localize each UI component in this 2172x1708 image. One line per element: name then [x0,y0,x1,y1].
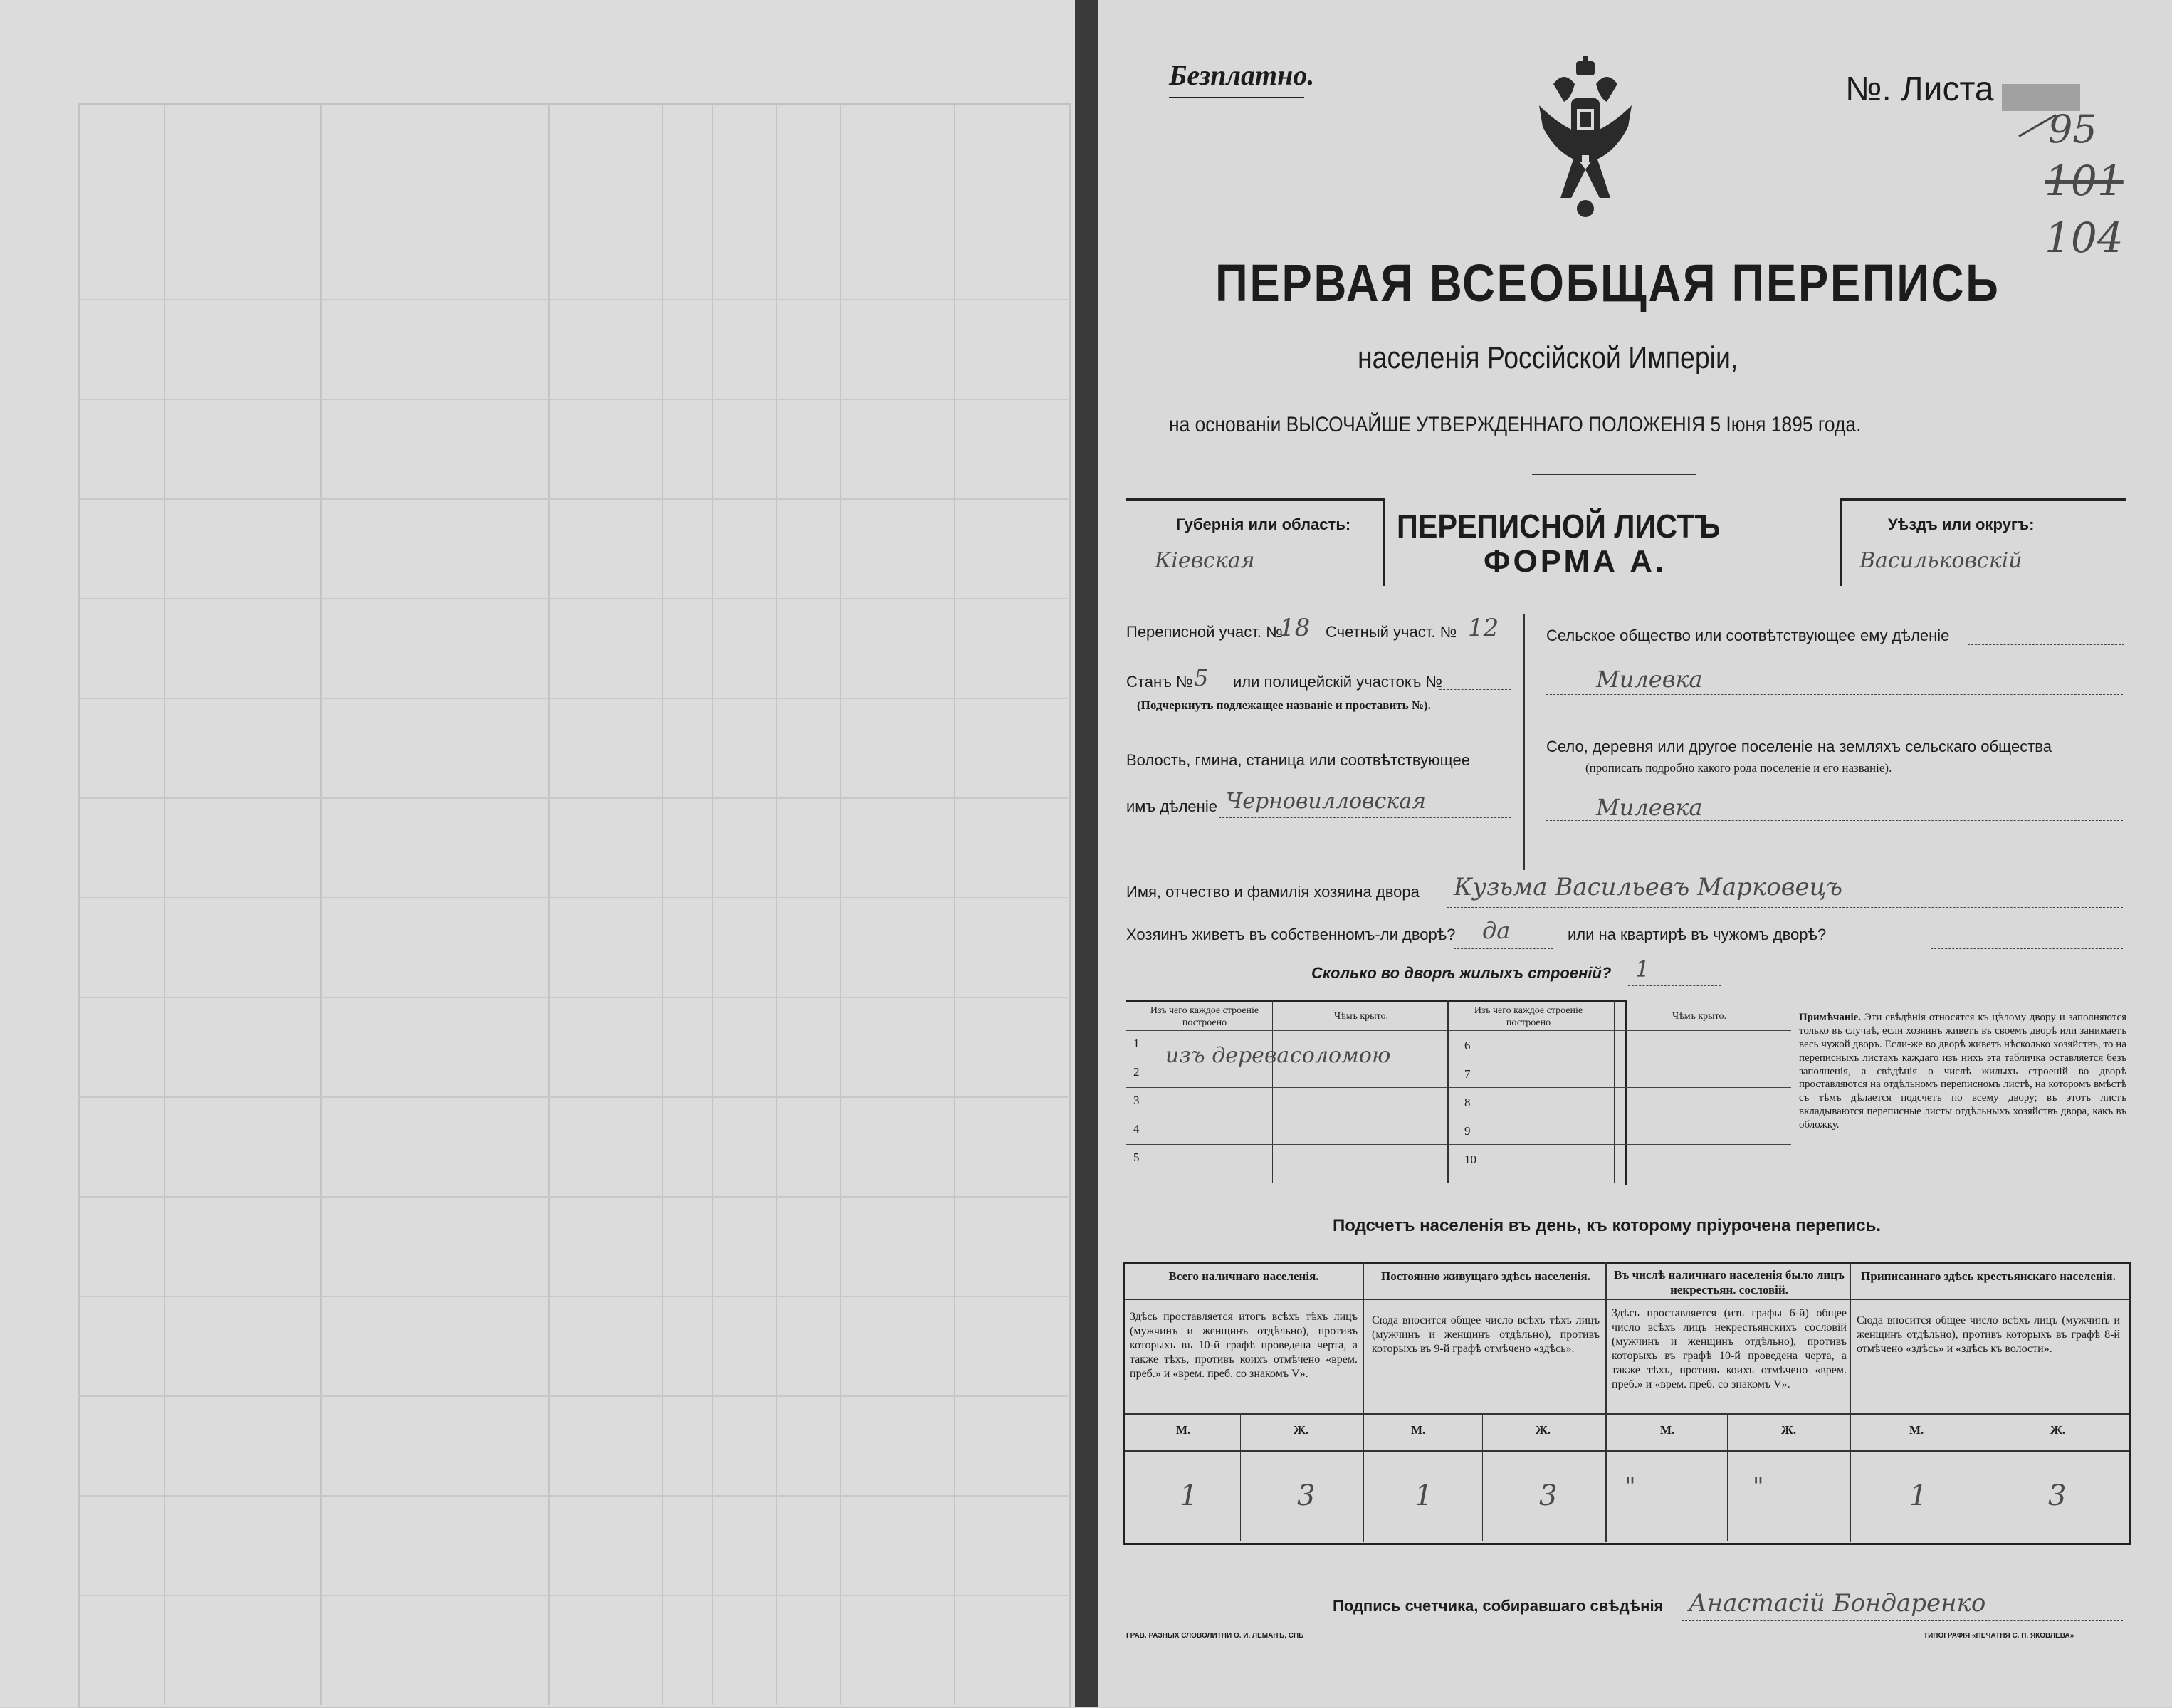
volost-value[interactable]: Черновилловская [1226,789,1426,814]
left-page-row-line [78,498,1068,500]
village-note: (прописать подробно какого рода поселеніе и его названіе). [1585,761,1892,775]
row-rule [1126,1087,1447,1088]
left-imprint: ГРАВ. РАЗНЫХ СЛОВОЛИТНИ О. И. ЛЕМАНЪ, СПБ [1126,1632,1304,1640]
sheet-number-2: 101 [2045,157,2124,205]
buildings-table-col-divider [1272,1000,1273,1183]
material-header-left: Изъ чего каждое строеніе построено [1150,1005,1259,1028]
book-gutter [1075,0,1098,1707]
pop-col-divider [1850,1262,1851,1542]
left-page-row-line [78,598,1068,599]
left-page-column-line [840,103,841,1705]
left-page-column-line [662,103,663,1705]
free-label-underline [1169,97,1304,98]
district-label: Уѣздъ или округъ: [1888,515,2035,533]
pop-header-rule [1125,1299,2129,1300]
buildings-line [1628,985,1721,986]
own-yard-line [1454,948,1553,949]
left-page-row-line [78,1296,1068,1297]
province-value[interactable]: Кіевская [1155,548,1255,573]
pop-col-divider [1363,1262,1364,1542]
pop-col2-m-label: М. [1411,1423,1426,1437]
census-district-label: Переписной участ. № [1126,623,1283,641]
pop-col4-m-label: М. [1909,1423,1924,1437]
buildings-value[interactable]: 1 [1635,955,1650,983]
row-number: 2 [1133,1065,1140,1079]
left-page-row-line [78,1395,1068,1397]
row-rule [1449,1087,1791,1088]
counting-district-label: Счетный участ. № [1326,623,1457,641]
community-value[interactable]: Милевка [1596,666,1703,693]
row-number: 6 [1464,1039,1471,1052]
row-number: 9 [1464,1124,1471,1138]
note-title: Примѣчаніе. [1799,1012,1862,1023]
owner-value[interactable]: Кузьма Васильевъ Марковецъ [1454,873,1843,901]
pop-mf-divider [1482,1413,1483,1541]
underline-note: (Подчеркнуть подлежащее названіе и проставить №). [1137,698,1431,712]
village-label: Село, деревня или другое поселеніе на земляхъ сельскаго общества [1546,738,2052,755]
pop-col-divider [1605,1262,1607,1542]
left-page-table [78,103,1071,1708]
row-number: 7 [1464,1067,1471,1081]
pop-col4-m-value[interactable]: 1 [1909,1479,1928,1512]
left-page [0,0,1075,1707]
apartment-label: или на квартирѣ въ чужомъ дворѣ? [1568,926,1827,943]
note-text: Эти свѣдѣнія относятся къ цѣлому двору и заполняются только въ случаѣ, если хозяинъ живетъ въ своемъ дворѣ или занимаетъ весь чужой дворъ. Если-же во дворѣ живетъ нѣсколько хозяйствъ, то на переписныхъ листахъ каждаго изъ нихъ эта табличка оставляется безъ заполненія, а свѣдѣнія о числѣ жилыхъ строеній во дворѣ проставляются на отдѣльномъ переписномъ листѣ, на которомъ вмѣстѣ съ тѣмъ дѣлается подсчетъ по всему двору; въ этотъ листъ вкладываются переписные листы отдѣльныхъ хозяйствъ двора, какъ въ обложку. [1799,1012,2126,1131]
left-page-row-line [78,797,1068,799]
sheet-number-label: №. Листа [1845,70,1994,108]
pop-col3-m-label: М. [1660,1423,1675,1437]
left-page-row-line [78,698,1068,699]
left-page-column-line [712,103,713,1705]
census-basis: на основаніи ВЫСОЧАЙШЕ УТВЕРЖДЕННАГО ПОЛОЖЕНІЯ 5 Іюня 1895 года. [1169,413,1862,436]
pop-col3-desc: Здѣсь проставляется (изъ графы 6-й) общее число всѣхъ лицъ некрестьянскихъ сословій (мужчинъ и женщинъ отдѣльно), противъ которыхъ въ графѣ 10-й проведена черта, а также тѣхъ, противъ коихъ отмѣчено «врем. преб.» и «врем. преб. со знакомъ V». [1612,1307,1847,1390]
left-page-row-line [78,1096,1068,1098]
pop-mf-rule [1125,1450,2129,1452]
stan-label: Станъ № [1126,673,1193,691]
village-value[interactable]: Милевка [1596,794,1703,821]
buildings-label: Сколько во дворѣ жилыхъ строеній? [1311,964,1612,982]
own-yard-label: Хозяинъ живетъ въ собственномъ-ли дворѣ? [1126,926,1456,943]
province-label: Губернія или область: [1176,515,1351,533]
pop-col2-f-value[interactable]: 3 [1539,1479,1558,1512]
pop-col1-m-value[interactable]: 1 [1180,1479,1198,1512]
fields-divider [1523,614,1525,870]
pop-col1-header: Всего наличнаго населенія. [1168,1269,1319,1283]
owner-line [1447,907,2123,908]
community-line-1 [1968,644,2124,645]
form-title-line2: ФОРМА А. [1484,544,1667,579]
signature-label: Подпись счетчика, собиравшаго свѣдѣнія [1333,1597,1664,1615]
buildings-table-col-divider-2 [1614,1000,1615,1183]
pop-desc-rule [1125,1413,2129,1415]
pop-col2-desc: Сюда вносится общее число всѣхъ тѣхъ лицъ (мужчинъ и женщинъ отдѣльно), противъ которыхъ въ 9-й графѣ отмѣчено «здѣсь». [1372,1314,1600,1355]
ornament-divider [1532,473,1696,475]
pop-col2-m-value[interactable]: 1 [1415,1479,1433,1512]
roof-header-left: Чѣмъ крыто. [1334,1011,1388,1022]
police-label: или полицейскій участокъ № [1233,673,1442,691]
population-title: Подсчетъ населенія въ день, къ которому пріурочена перепись. [1333,1216,1881,1235]
double-headed-eagle-emblem [1532,56,1639,234]
pop-mf-divider [1240,1413,1241,1541]
pop-col1-f-label: Ж. [1294,1423,1309,1437]
right-imprint: ТИПОГРАФІЯ «ПЕЧАТНЯ С. П. ЯКОВЛЕВА» [1924,1632,2074,1640]
row-rule [1449,1144,1791,1145]
left-page-row-line [78,1495,1068,1497]
row-rule [1126,1144,1447,1145]
left-page-column-line [548,103,550,1705]
census-title: ПЕРВАЯ ВСЕОБЩАЯ ПЕРЕПИСЬ [1215,253,2000,313]
pop-col1-desc: Здѣсь проставляется итогъ всѣхъ тѣхъ лицъ (мужчинъ и женщинъ отдѣльно), противъ которыхъ въ 10-й графѣ проведена черта, а также тѣхъ, противъ коихъ отмѣчено «врем. преб.» и «врем. преб. со знакомъ V». [1130,1311,1358,1380]
village-line [1546,820,2123,821]
pop-col3-m-value[interactable]: " [1625,1472,1636,1501]
pop-col1-f-value[interactable]: 3 [1297,1479,1316,1512]
left-page-row-line [78,1595,1068,1596]
pop-col3-f-label: Ж. [1781,1423,1797,1437]
pop-col1-m-label: М. [1176,1423,1191,1437]
row-roof[interactable]: соломою [1290,1043,1391,1068]
population-table [1123,1262,2131,1545]
material-header-right: Изъ чего каждое строеніе построено [1474,1005,1583,1028]
owner-label: Имя, отчество и фамилія хозяина двора [1126,883,1420,901]
pop-col3-header: Въ числѣ наличнаго населенія было лицъ некрестьян. сословій. [1614,1268,1845,1297]
own-yard-value[interactable]: да [1482,917,1511,944]
left-page-row-line [78,897,1068,898]
signature-value[interactable]: Анастасій Бондаренко [1689,1589,1986,1618]
district-value[interactable]: Васильковскій [1859,548,2023,573]
left-page-column-line [320,103,322,1705]
row-number: 1 [1133,1037,1140,1050]
left-page-header-rule [78,299,1068,300]
left-page-column-line [164,103,165,1705]
row-number: 4 [1133,1122,1140,1136]
sheet-number-3: 104 [2045,214,2124,262]
pop-col4-desc: Сюда вносится общее число всѣхъ лицъ (мужчинъ и женщинъ отдѣльно), противъ которыхъ въ графѣ 8-й отмѣчено «здѣсь» и «здѣсь къ волости». [1857,1314,2120,1355]
left-page-column-line [776,103,777,1705]
buildings-header-rule-left [1126,1030,1447,1031]
left-page-row-line [78,1196,1068,1198]
row-material[interactable]: изъ дерева [1165,1043,1290,1068]
apartment-line [1931,948,2123,949]
counting-district-value[interactable]: 12 [1468,614,1499,642]
left-page-row-line [78,997,1068,998]
census-form-page [1098,0,2172,1707]
left-page-row-line [78,399,1068,400]
community-label: Сельское общество или соотвѣтствующее ему дѣленіе [1546,627,1950,644]
pop-col2-header: Постоянно живущаго здѣсь населенія. [1381,1269,1590,1283]
police-line [1439,689,1511,690]
roof-header-right: Чѣмъ крыто. [1672,1011,1726,1022]
volost-label: Волость, гмина, станица или соотвѣтствующее [1126,751,1470,769]
buildings-header-rule-right [1449,1030,1791,1031]
pop-col4-f-label: Ж. [2050,1423,2066,1437]
sheet-number-1: 95 [2048,107,2097,152]
row-number: 8 [1464,1096,1471,1109]
signature-line [1682,1620,2123,1621]
free-label: Безплатно. [1169,59,1315,91]
volost-label-2: имъ дѣленіе [1126,797,1217,815]
community-line-2 [1546,694,2123,695]
left-page-column-line [954,103,955,1705]
pop-col4-header: Приписаннаго здѣсь крестьянскаго населенія. [1861,1269,2116,1283]
row-number: 10 [1464,1153,1476,1166]
row-number: 5 [1133,1151,1140,1164]
stan-value[interactable]: 5 [1194,664,1209,691]
pop-col3-f-value[interactable]: " [1753,1472,1764,1501]
form-title-line1: ПЕРЕПИСНОЙ ЛИСТЪ [1397,508,1721,545]
pop-mf-divider [1727,1413,1728,1541]
row-number: 3 [1133,1094,1140,1107]
buildings-table-mid-divider [1447,1000,1449,1183]
census-district-value[interactable]: 18 [1279,614,1311,642]
pop-col4-f-value[interactable]: 3 [2048,1479,2067,1512]
volost-line [1219,817,1511,818]
pop-col2-f-label: Ж. [1536,1423,1551,1437]
census-subtitle: населенія Россійской Имперіи, [1358,340,1738,375]
buildings-note [1799,1011,2126,1132]
